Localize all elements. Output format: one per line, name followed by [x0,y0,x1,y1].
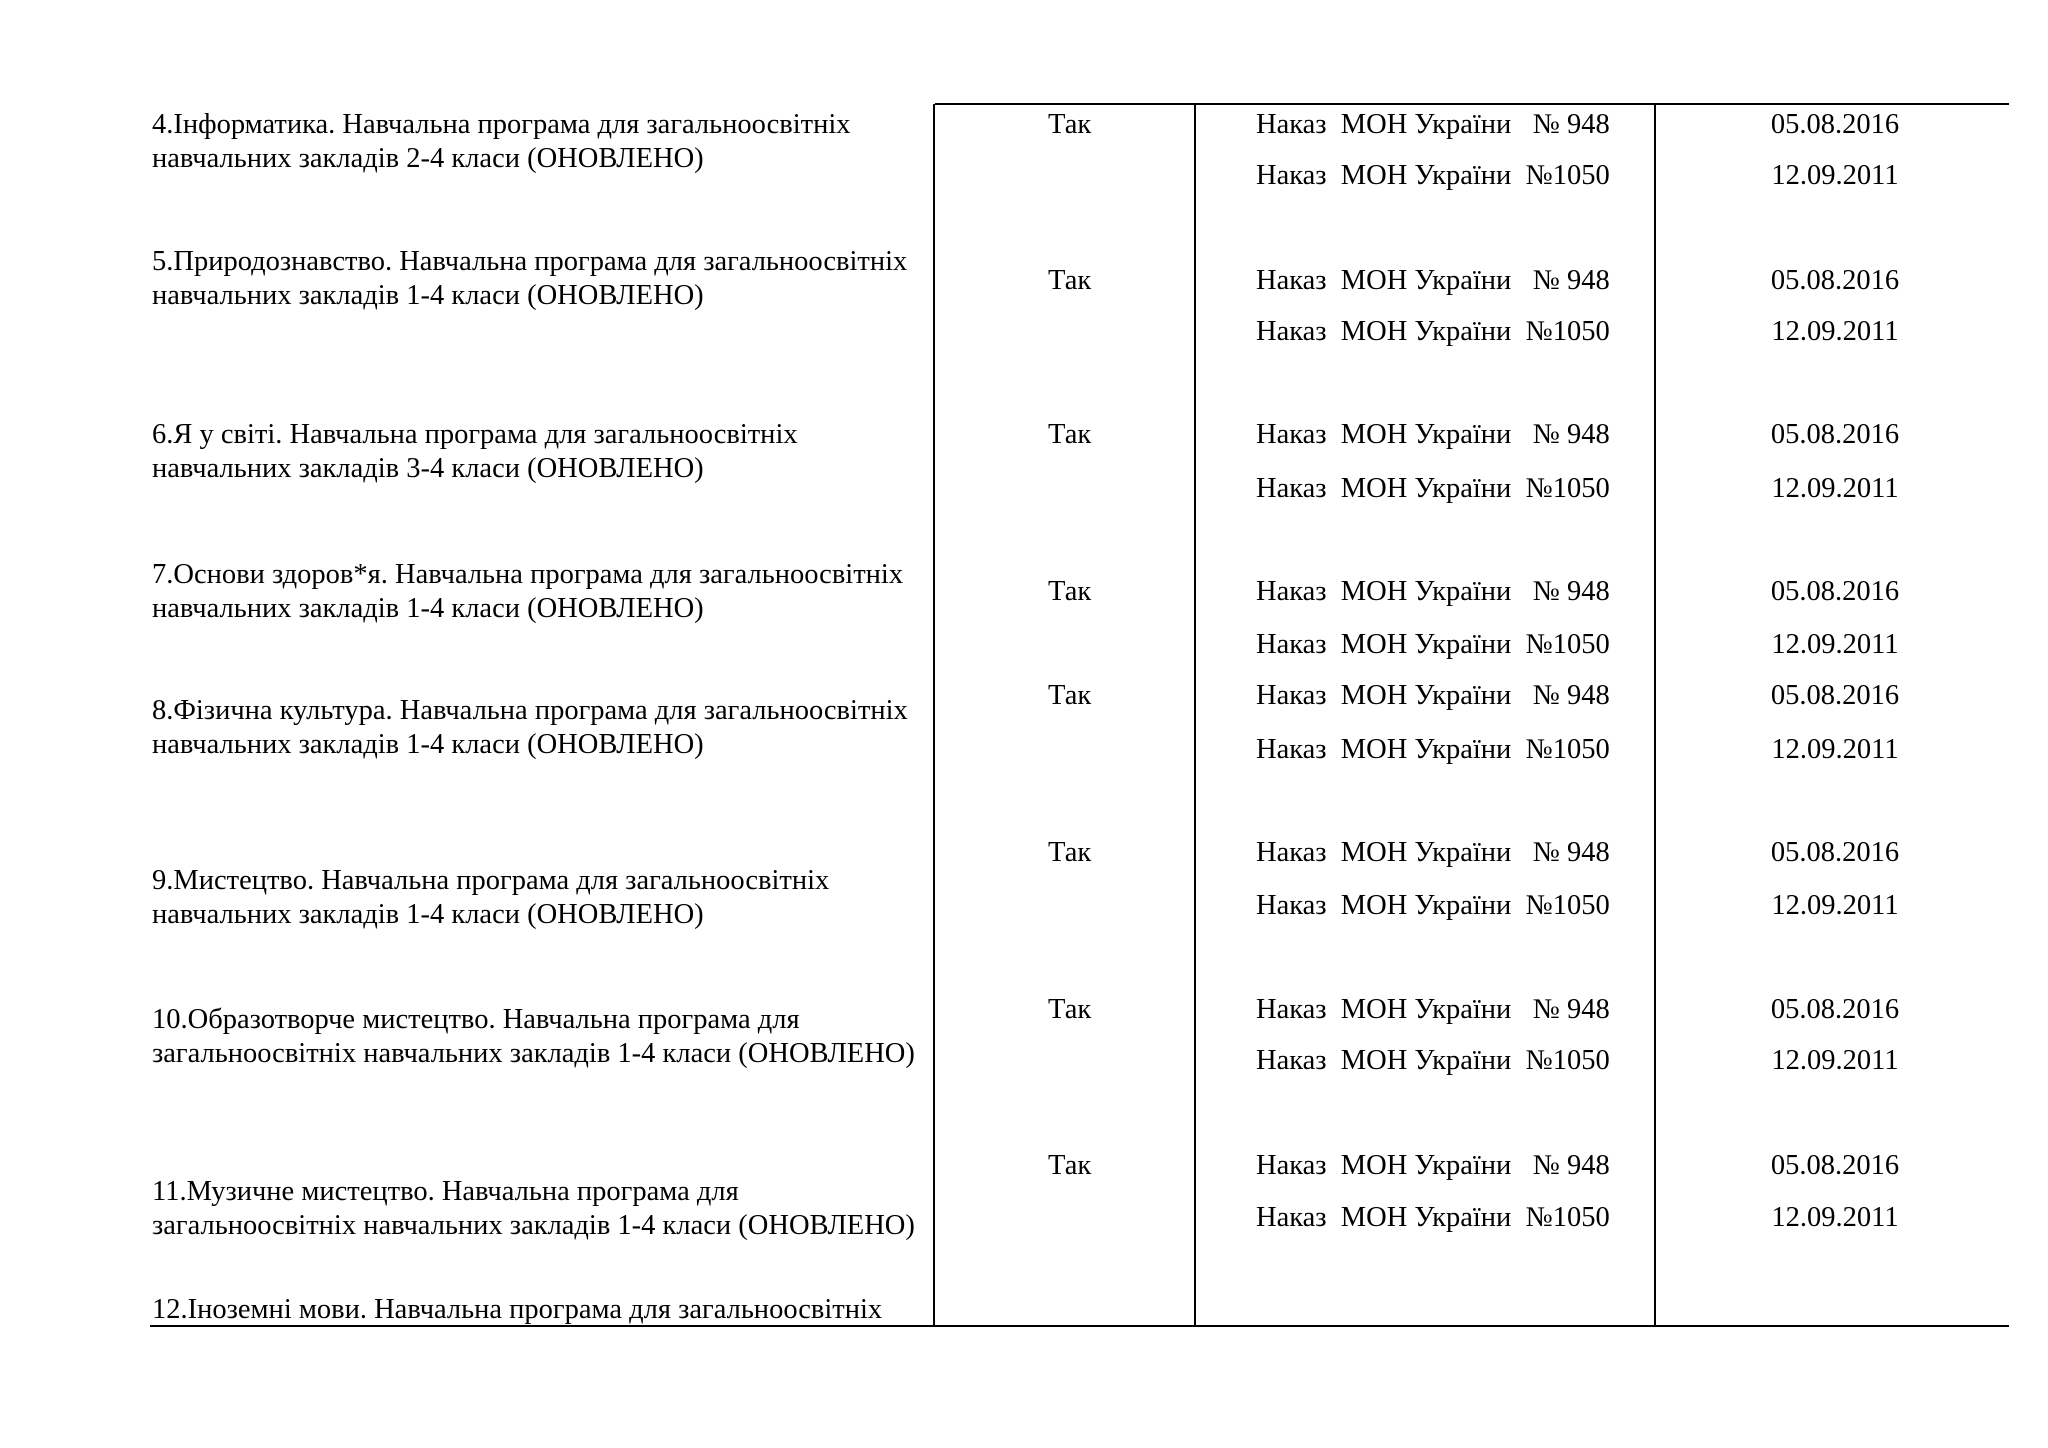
order-label: Наказ МОН України № 948 [1256,109,1610,140]
subject-cell: 4.Інформатика. Навчальна програма для загальноосвітніх навчальних закладів 2-4 класи (ОНОВЛЕНО) [152,109,851,174]
subject-cell: 9.Мистецтво. Навчальна програма для загальноосвітніх навчальних закладів 1-4 класи (ОНОВЛЕНО) [152,865,830,930]
subject-cell: 12.Іноземні мови. Навчальна програма для загальноосвітніх [152,1294,883,1325]
order-label: Наказ МОН України № 948 [1256,576,1610,607]
availability-cell: Так [1048,419,1092,450]
column-divider-3 [1654,104,1656,1326]
order-label: Наказ МОН України №1050 [1256,890,1610,921]
order-date: 12.09.2011 [1771,473,1899,504]
order-date: 12.09.2011 [1771,1202,1899,1233]
availability-cell: Так [1048,265,1092,296]
order-label: Наказ МОН України № 948 [1256,1150,1610,1181]
order-date: 05.08.2016 [1770,837,1900,868]
order-label: Наказ МОН України №1050 [1256,473,1610,504]
order-label: Наказ МОН України №1050 [1256,160,1610,191]
availability-cell: Так [1048,1150,1092,1181]
order-label: Наказ МОН України № 948 [1256,680,1610,711]
order-date: 12.09.2011 [1771,316,1899,347]
order-label: Наказ МОН України № 948 [1256,419,1610,450]
order-label: Наказ МОН України №1050 [1256,1202,1610,1233]
order-date: 12.09.2011 [1771,890,1899,921]
order-date: 05.08.2016 [1770,1150,1900,1181]
subject-cell: 11.Музичне мистецтво. Навчальна програма для загальноосвітніх навчальних закладів 1-4 класи (ОНОВЛЕНО) [152,1176,915,1241]
order-label: Наказ МОН України №1050 [1256,316,1610,347]
subject-cell: 7.Основи здоров*я. Навчальна програма для загальноосвітніх навчальних закладів 1-4 класи (ОНОВЛЕНО) [152,559,904,624]
subject-cell: 10.Образотворче мистецтво. Навчальна програма для загальноосвітніх навчальних закладів 1-4 класи (ОНОВЛЕНО) [152,1004,915,1069]
order-label: Наказ МОН України №1050 [1256,1045,1610,1076]
availability-cell: Так [1048,837,1092,868]
availability-cell: Так [1048,576,1092,607]
availability-cell: Так [1048,994,1092,1025]
subject-cell: 5.Природознавство. Навчальна програма для загальноосвітніх навчальних закладів 1-4 класи (ОНОВЛЕНО) [152,246,908,311]
order-label: Наказ МОН України № 948 [1256,837,1610,868]
order-date: 12.09.2011 [1771,1045,1899,1076]
order-label: Наказ МОН України № 948 [1256,994,1610,1025]
order-date: 05.08.2016 [1770,576,1900,607]
order-date: 05.08.2016 [1770,419,1900,450]
order-label: Наказ МОН України №1050 [1256,629,1610,660]
order-date: 12.09.2011 [1771,160,1899,191]
order-date: 05.08.2016 [1770,680,1900,711]
order-date: 05.08.2016 [1770,994,1900,1025]
column-divider-2 [1194,104,1196,1326]
order-date: 05.08.2016 [1770,265,1900,296]
availability-cell: Так [1048,109,1092,140]
subject-cell: 8.Фізична культура. Навчальна програма для загальноосвітніх навчальних закладів 1-4 класи (ОНОВЛЕНО) [152,695,908,760]
order-date: 05.08.2016 [1770,109,1900,140]
order-label: Наказ МОН України №1050 [1256,734,1610,765]
availability-cell: Так [1048,680,1092,711]
subject-cell: 6.Я у світі. Навчальна програма для загальноосвітніх навчальних закладів 3-4 класи (ОНОВЛЕНО) [152,419,798,484]
order-date: 12.09.2011 [1771,629,1899,660]
order-label: Наказ МОН України № 948 [1256,265,1610,296]
table-top-border [935,103,2009,105]
order-date: 12.09.2011 [1771,734,1899,765]
